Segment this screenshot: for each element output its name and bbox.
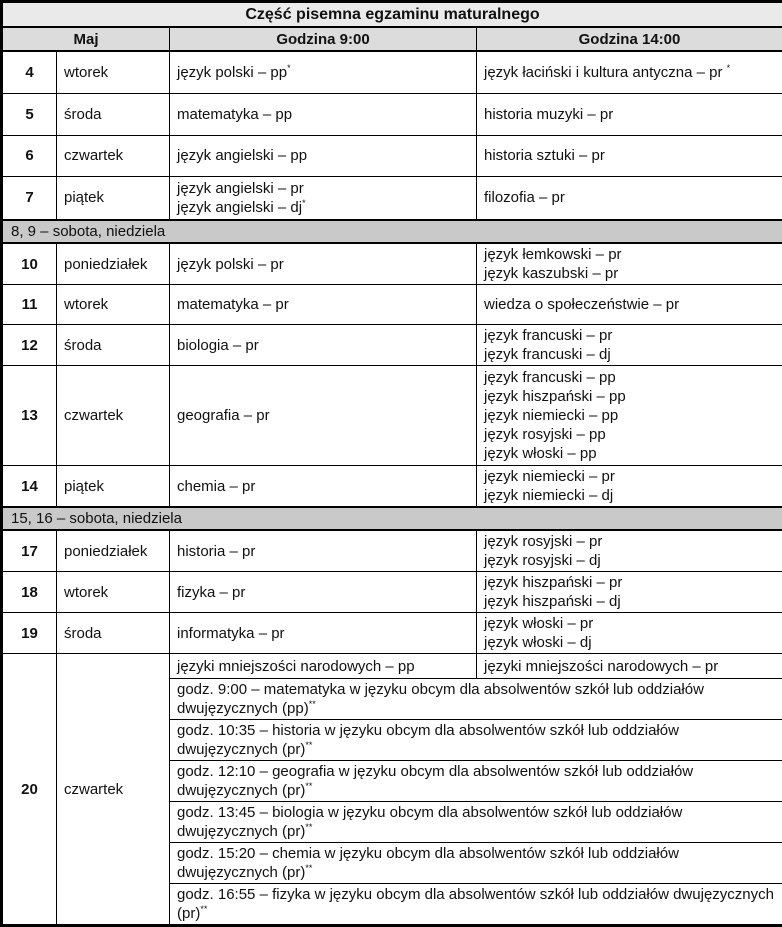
exam-line: języki mniejszości narodowych – pp (177, 657, 469, 676)
footnote-marker: ** (200, 904, 207, 914)
afternoon-exam-cell (477, 654, 782, 679)
afternoon-exam-cell (477, 176, 782, 220)
table-row (2, 285, 782, 325)
morning-exam-cell (170, 135, 477, 176)
day-number-cell: 18 (2, 572, 57, 613)
weekday-cell: piątek (57, 466, 170, 508)
weekend-band (2, 507, 782, 530)
exam-line: matematyka – pr (177, 295, 469, 314)
day-number-cell: 14 (2, 466, 57, 508)
afternoon-exam-cell (477, 135, 782, 176)
weekday-cell: środa (57, 325, 170, 366)
afternoon-exam-cell (477, 530, 782, 572)
day-number-cell: 11 (2, 285, 57, 325)
footnote-marker: * (727, 63, 731, 73)
afternoon-exam-cell (477, 325, 782, 366)
day-number-cell: 12 (2, 325, 57, 366)
exam-line: język hiszpański – pp (484, 387, 775, 406)
day-number-cell: 4 (2, 51, 57, 93)
day-number-cell: 10 (2, 243, 57, 285)
day-number-cell: 7 (2, 176, 57, 220)
exam-line: język angielski – pp (177, 146, 469, 165)
exam-line: język niemiecki – pp (484, 406, 775, 425)
weekday-cell: czwartek (57, 654, 170, 926)
weekend-band-label: 8, 9 – sobota, niedziela (2, 220, 782, 243)
afternoon-exam-cell (477, 51, 782, 93)
column-header-row (2, 27, 782, 51)
morning-exam-cell (170, 285, 477, 325)
exam-line: język włoski – pr (484, 614, 775, 633)
exam-line: język angielski – pr (177, 179, 469, 198)
exam-line: język angielski – dj* (177, 198, 469, 217)
morning-exam-cell (170, 176, 477, 220)
table-row (2, 243, 782, 285)
morning-exam-cell (170, 366, 477, 466)
weekday-cell: czwartek (57, 135, 170, 176)
table-row (2, 530, 782, 572)
footnote-marker: ** (305, 863, 312, 873)
afternoon-exam-cell (477, 613, 782, 654)
afternoon-exam-cell (477, 243, 782, 285)
table-title: Część pisemna egzaminu maturalnego (2, 2, 782, 28)
exam-line: język francuski – pr (484, 326, 775, 345)
bilingual-exam-cell (170, 679, 782, 720)
col-header-godzina-900: Godzina 9:00 (170, 27, 477, 51)
weekday-cell: środa (57, 93, 170, 135)
exam-line: historia sztuki – pr (484, 146, 775, 165)
exam-line: język włoski – dj (484, 633, 775, 652)
weekday-cell: poniedziałek (57, 530, 170, 572)
day-number-cell: 19 (2, 613, 57, 654)
morning-exam-cell (170, 51, 477, 93)
afternoon-exam-cell (477, 466, 782, 508)
exam-line: godz. 13:45 – biologia w języku obcym dla absolwentów szkół lub oddziałów dwujęzycznych (pr)** (177, 803, 775, 841)
bilingual-exam-cell (170, 843, 782, 884)
bilingual-exam-cell (170, 720, 782, 761)
weekend-band (2, 220, 782, 243)
weekday-cell: piątek (57, 176, 170, 220)
exam-line: język łaciński i kultura antyczna – pr * (484, 63, 775, 82)
exam-line: język rosyjski – dj (484, 551, 775, 570)
table-row (2, 135, 782, 176)
afternoon-exam-cell (477, 93, 782, 135)
exam-line: język hiszpański – dj (484, 592, 775, 611)
table-row (2, 466, 782, 508)
footnote-marker: ** (305, 822, 312, 832)
exam-line: godz. 10:35 – historia w języku obcym dla absolwentów szkół lub oddziałów dwujęzycznych (pr)** (177, 721, 775, 759)
afternoon-exam-cell (477, 366, 782, 466)
morning-exam-cell (170, 613, 477, 654)
table-row (2, 176, 782, 220)
day-number-cell: 20 (2, 654, 57, 926)
day-number-cell: 5 (2, 93, 57, 135)
exam-line: języki mniejszości narodowych – pr (484, 657, 775, 676)
bilingual-exam-cell (170, 761, 782, 802)
morning-exam-cell (170, 93, 477, 135)
afternoon-exam-cell (477, 285, 782, 325)
morning-exam-cell (170, 654, 477, 679)
exam-line: język francuski – pp (484, 368, 775, 387)
exam-line: język łemkowski – pr (484, 245, 775, 264)
exam-line: informatyka – pr (177, 624, 469, 643)
table-row (2, 93, 782, 135)
bilingual-exam-cell (170, 802, 782, 843)
morning-exam-cell (170, 325, 477, 366)
footnote-marker: * (287, 63, 291, 73)
footnote-marker: ** (305, 740, 312, 750)
day-number-cell: 17 (2, 530, 57, 572)
exam-line: język polski – pr (177, 255, 469, 274)
exam-line: język francuski – dj (484, 345, 775, 364)
exam-line: geografia – pr (177, 406, 469, 425)
table-row (2, 51, 782, 93)
table-row-day20 (2, 654, 782, 679)
morning-exam-cell (170, 530, 477, 572)
exam-line: chemia – pr (177, 477, 469, 496)
weekday-cell: poniedziałek (57, 243, 170, 285)
footnote-marker: ** (305, 781, 312, 791)
exam-line: biologia – pr (177, 336, 469, 355)
weekday-cell: środa (57, 613, 170, 654)
footnote-marker: ** (309, 699, 316, 709)
footnote-marker: * (302, 198, 306, 208)
exam-line: język rosyjski – pp (484, 425, 775, 444)
exam-line: wiedza o społeczeństwie – pr (484, 295, 775, 314)
exam-line: filozofia – pr (484, 188, 775, 207)
exam-line: godz. 16:55 – fizyka w języku obcym dla absolwentów szkół lub oddziałów dwujęzycznych (pr)** (177, 885, 775, 923)
exam-line: język niemiecki – pr (484, 467, 775, 486)
col-header-maj: Maj (2, 27, 170, 51)
exam-line: język rosyjski – pr (484, 532, 775, 551)
exam-line: fizyka – pr (177, 583, 469, 602)
morning-exam-cell (170, 243, 477, 285)
exam-line: godz. 9:00 – matematyka w języku obcym dla absolwentów szkół lub oddziałów dwujęzycznych (pp)** (177, 680, 775, 718)
table-row (2, 572, 782, 613)
weekday-cell: wtorek (57, 285, 170, 325)
morning-exam-cell (170, 466, 477, 508)
exam-line: język hiszpański – pr (484, 573, 775, 592)
exam-line: historia – pr (177, 542, 469, 561)
day-number-cell: 6 (2, 135, 57, 176)
day-number-cell: 13 (2, 366, 57, 466)
table-row (2, 613, 782, 654)
weekday-cell: czwartek (57, 366, 170, 466)
table-title-row (2, 2, 782, 28)
table-row (2, 366, 782, 466)
weekend-band-label: 15, 16 – sobota, niedziela (2, 507, 782, 530)
bilingual-exam-cell (170, 884, 782, 926)
col-header-godzina-1400: Godzina 14:00 (477, 27, 782, 51)
exam-line: język włoski – pp (484, 444, 775, 463)
weekday-cell: wtorek (57, 51, 170, 93)
exam-line: język kaszubski – pr (484, 264, 775, 283)
afternoon-exam-cell (477, 572, 782, 613)
morning-exam-cell (170, 572, 477, 613)
exam-line: godz. 15:20 – chemia w języku obcym dla absolwentów szkół lub oddziałów dwujęzycznych (pr)** (177, 844, 775, 882)
table-row (2, 325, 782, 366)
exam-line: historia muzyki – pr (484, 105, 775, 124)
exam-line: matematyka – pp (177, 105, 469, 124)
exam-line: godz. 12:10 – geografia w języku obcym dla absolwentów szkół lub oddziałów dwujęzycznych (pr)** (177, 762, 775, 800)
weekday-cell: wtorek (57, 572, 170, 613)
exam-line: język niemiecki – dj (484, 486, 775, 505)
exam-line: język polski – pp* (177, 63, 469, 82)
